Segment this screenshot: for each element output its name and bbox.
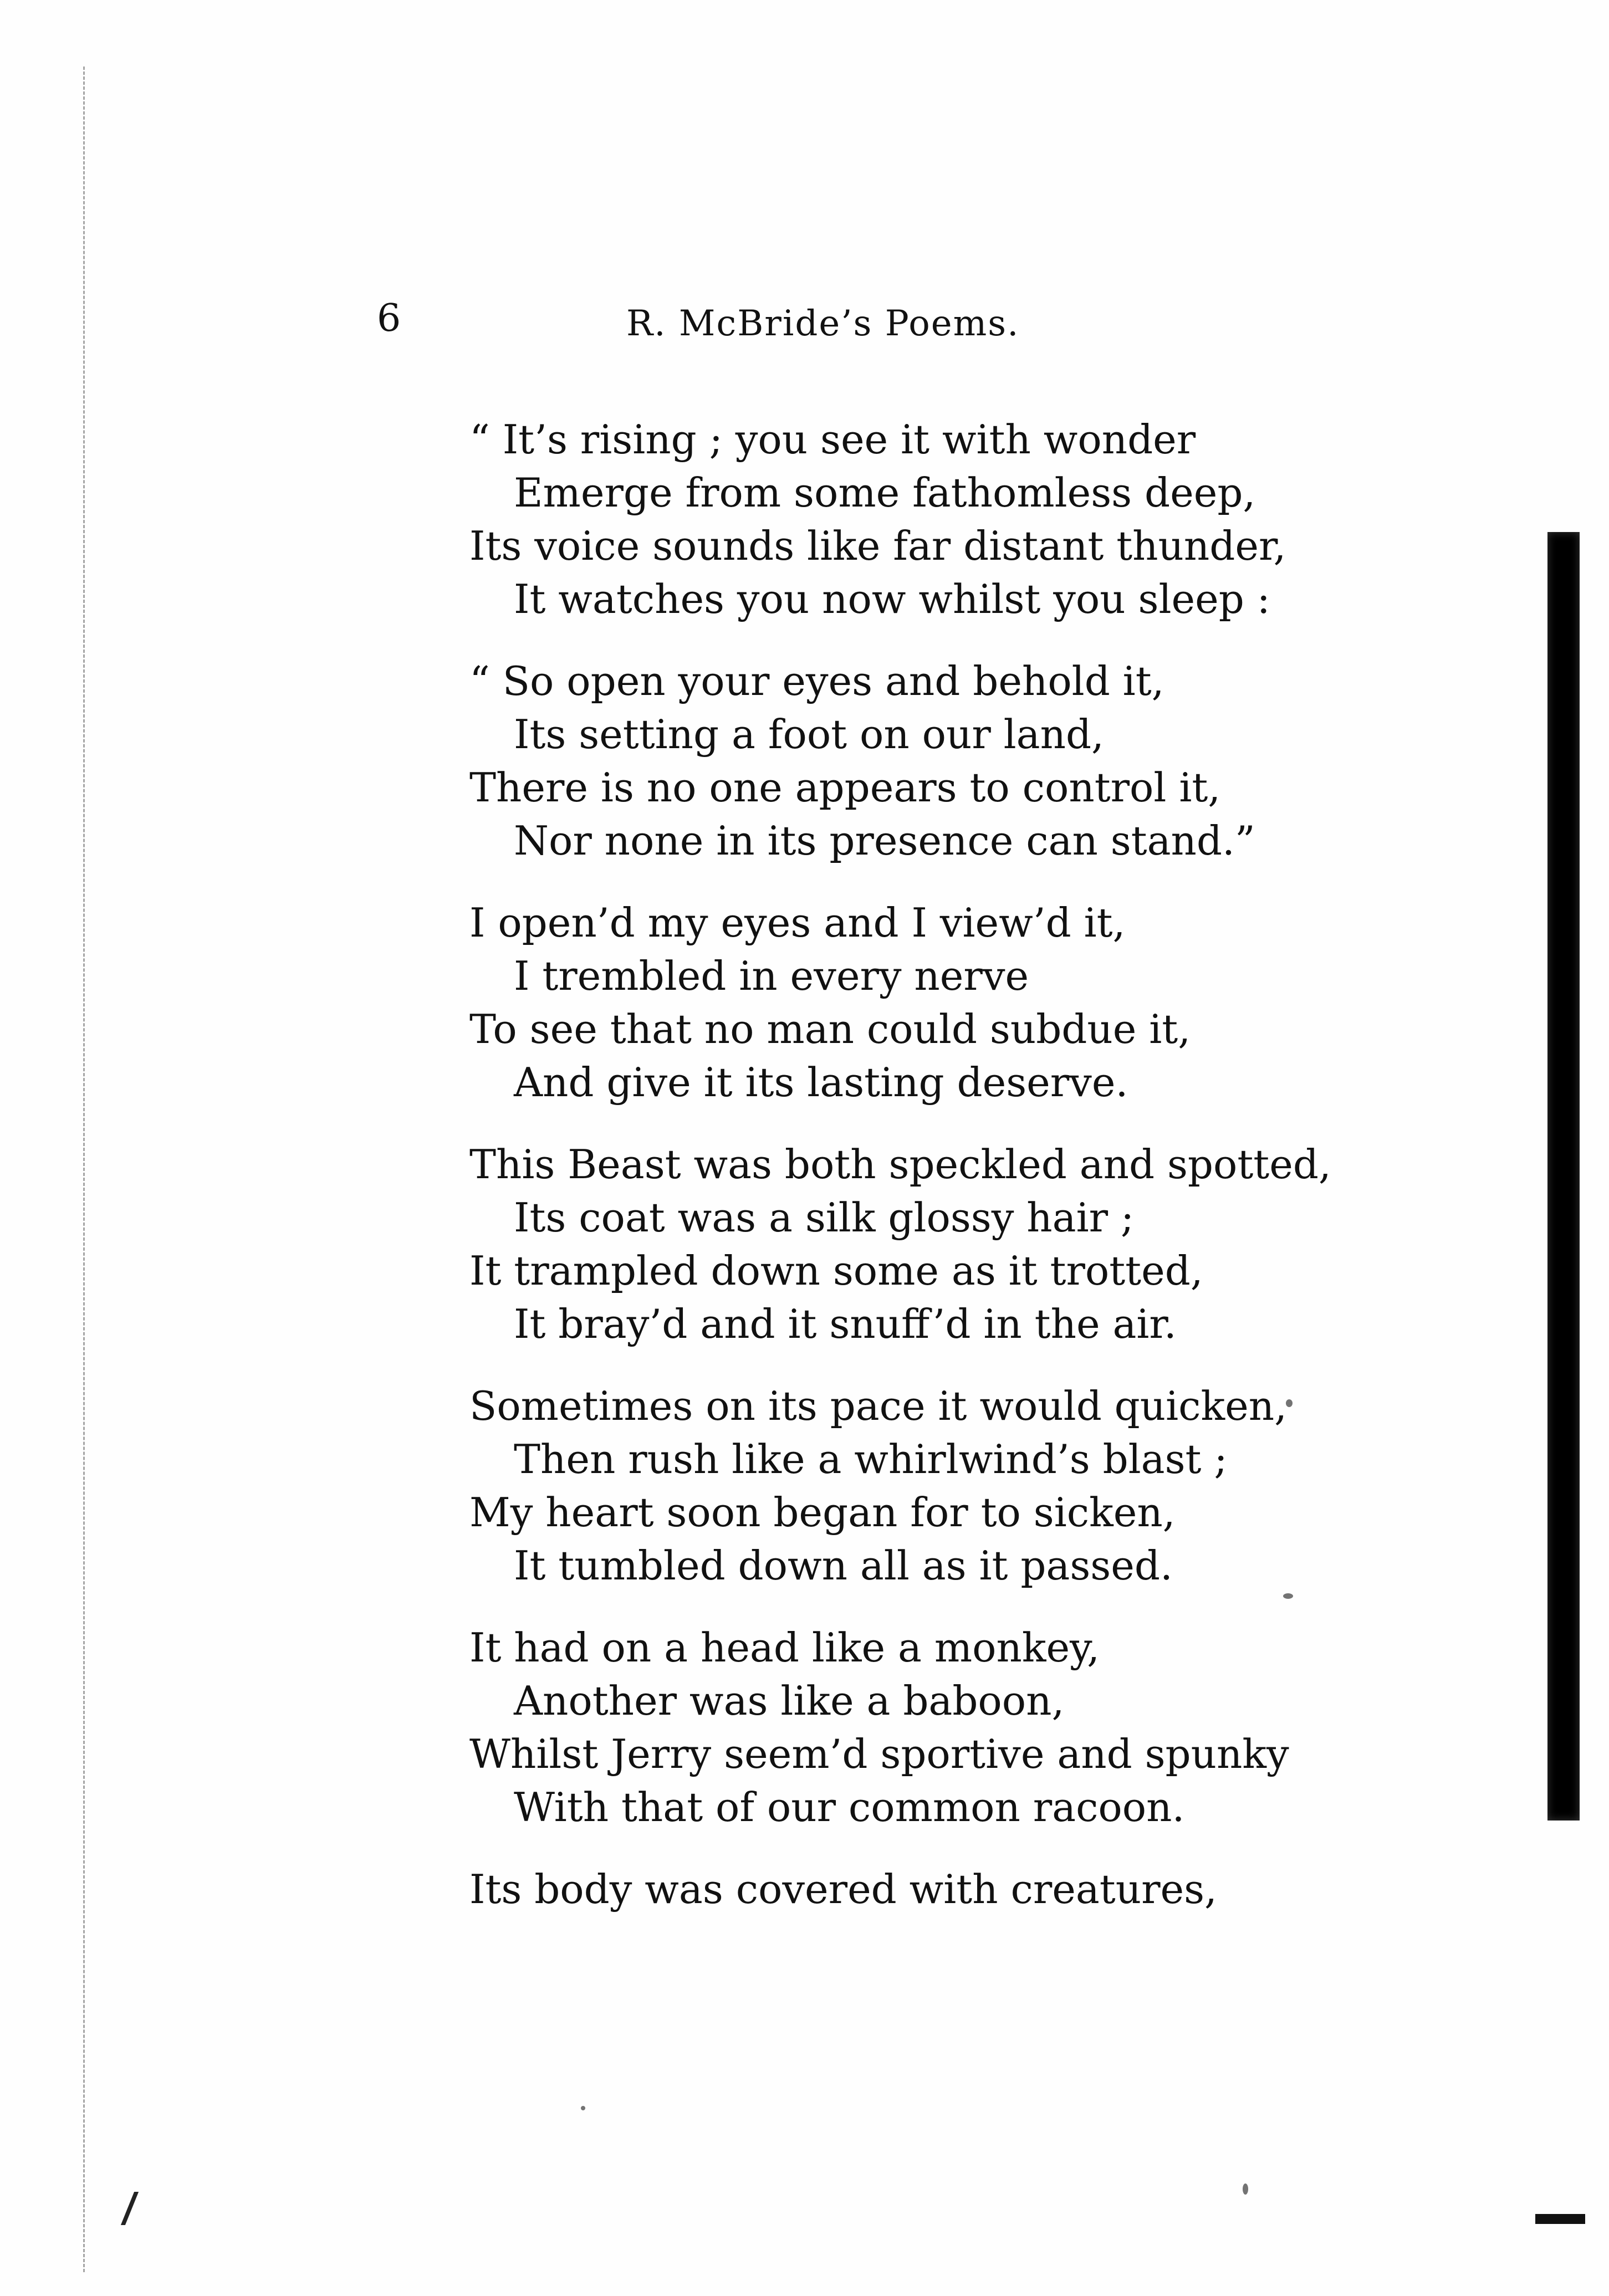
poem-line: It watches you now whilst you sleep : bbox=[514, 576, 1270, 622]
poem-line: It trampled down some as it trotted, bbox=[469, 1247, 1203, 1294]
poem-line: I open’d my eyes and I view’d it, bbox=[469, 899, 1126, 946]
bottom-right-ink-mark bbox=[1535, 2214, 1585, 2224]
poem-line: Its body was covered with creatures, bbox=[469, 1866, 1217, 1913]
stanza bbox=[469, 413, 1523, 626]
poem-line: Its coat was a silk glossy hair ; bbox=[514, 1194, 1135, 1241]
page-number: 6 bbox=[377, 296, 401, 340]
poem-line: There is no one appears to control it, bbox=[469, 764, 1221, 811]
left-page-edge bbox=[83, 67, 151, 2272]
poem-line: My heart soon began for to sicken, bbox=[469, 1489, 1176, 1536]
poem-line: “ So open your eyes and behold it, bbox=[469, 658, 1164, 704]
poem-line: It tumbled down all as it passed. bbox=[514, 1542, 1173, 1589]
poem-line: “ It’s rising ; you see it with wonder bbox=[469, 416, 1196, 463]
poem-line: Then rush like a whirlwind’s blast ; bbox=[514, 1436, 1228, 1482]
running-head: R. McBride’s Poems. bbox=[626, 303, 1020, 344]
poem-line: Its voice sounds like far distant thunder, bbox=[469, 523, 1286, 569]
poem-line: With that of our common racoon. bbox=[514, 1784, 1185, 1830]
stanza bbox=[469, 896, 1523, 1109]
stanza bbox=[469, 1621, 1523, 1834]
poem-line: Emerge from some fathomless deep, bbox=[514, 469, 1256, 516]
poem-line: Another was like a baboon, bbox=[514, 1678, 1065, 1724]
poem-line: It had on a head like a monkey, bbox=[469, 1624, 1100, 1671]
stanza bbox=[469, 654, 1523, 867]
poem-line: To see that no man could subdue it, bbox=[469, 1006, 1191, 1052]
stanza bbox=[469, 1379, 1523, 1592]
poem-line: This Beast was both speckled and spotted, bbox=[469, 1141, 1331, 1188]
poem-line: Its setting a foot on our land, bbox=[514, 711, 1104, 758]
ink-speck bbox=[581, 2106, 585, 2110]
poem-line: I trembled in every nerve bbox=[514, 953, 1029, 999]
poem-line: Whilst Jerry seem’d sportive and spunky bbox=[469, 1731, 1289, 1777]
ink-speck bbox=[1243, 2183, 1248, 2195]
poem-line: And give it its lasting deserve. bbox=[514, 1059, 1128, 1106]
poem-line: Sometimes on its pace it would quicken, bbox=[469, 1383, 1287, 1429]
poem-text bbox=[469, 413, 1523, 1945]
poem-line: It bray’d and it snuff’d in the air. bbox=[514, 1301, 1177, 1347]
right-binding-shadow bbox=[1547, 532, 1580, 1821]
poem-line: Nor none in its presence can stand.” bbox=[514, 817, 1255, 864]
stanza bbox=[469, 1863, 1523, 1916]
stanza bbox=[469, 1138, 1523, 1351]
